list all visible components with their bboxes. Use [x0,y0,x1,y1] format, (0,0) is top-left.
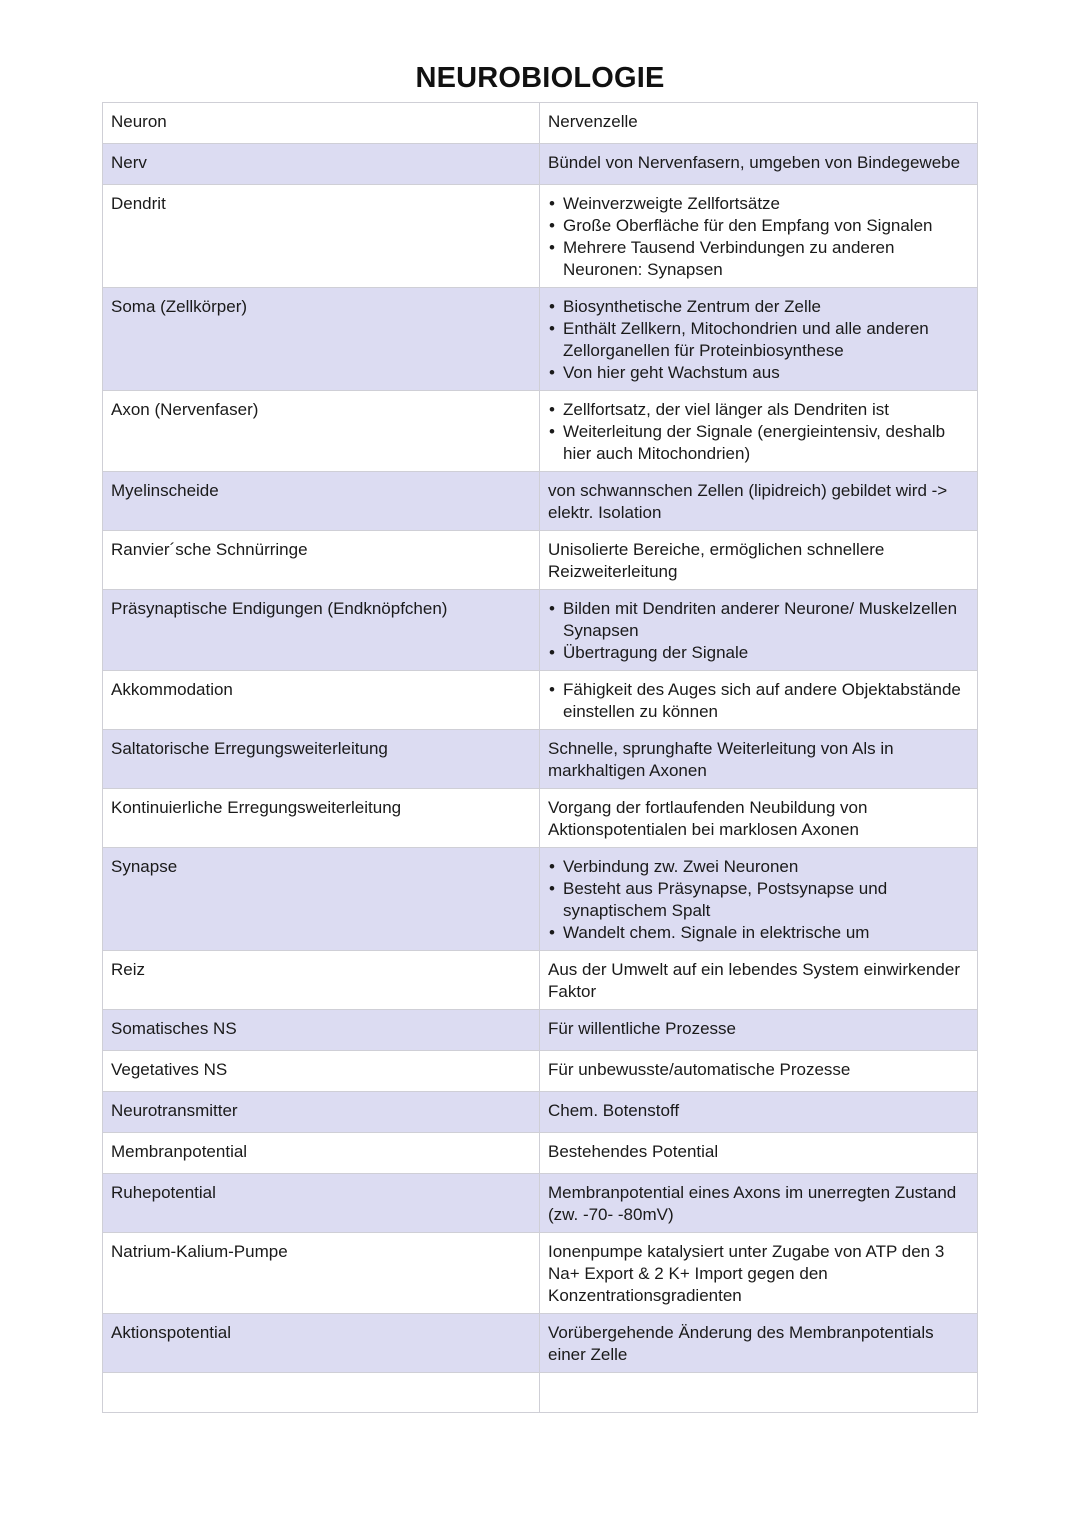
bullet-item: • Große Oberfläche für den Empfang von Signalen [548,215,969,237]
bullet-item: • Zellfortsatz, der viel länger als Dendriten ist [548,399,969,421]
definition-cell: Bündel von Nervenfasern, umgeben von Bindegewebe [540,144,978,185]
table-row [103,185,978,288]
term-cell: Saltatorische Erregungsweiterleitung [103,730,540,789]
bullet-item: • Von hier geht Wachstum aus [548,362,969,384]
table-row [103,531,978,590]
definition-cell: Für willentliche Prozesse [540,1010,978,1051]
definition-cell: von schwannschen Zellen (lipidreich) gebildet wird -> elektr. Isolation [540,472,978,531]
table-row [103,1092,978,1133]
bullet-item: • Biosynthetische Zentrum der Zelle [548,296,969,318]
table-row [103,951,978,1010]
term-cell: Vegetatives NS [103,1051,540,1092]
definition-cell: Bestehendes Potential [540,1133,978,1174]
term-cell: Ranvier´sche Schnürringe [103,531,540,590]
table-row [103,1133,978,1174]
bullet-item: • Bilden mit Dendriten anderer Neurone/ Muskelzellen Synapsen [548,598,969,642]
definition-cell: Membranpotential eines Axons im unerregten Zustand (zw. -70- -80mV) [540,1174,978,1233]
term-cell: Myelinscheide [103,472,540,531]
page-title: NEUROBIOLOGIE [415,62,665,94]
definition-cell: Schnelle, sprunghafte Weiterleitung von Als in markhaltigen Axonen [540,730,978,789]
glossary-table [102,102,978,1413]
bullet-item: • Fähigkeit des Auges sich auf andere Objektabstände einstellen zu können [548,679,969,723]
bullet-item: • Besteht aus Präsynapse, Postsynapse und synaptischem Spalt [548,878,969,922]
table-row [103,144,978,185]
term-cell: Reiz [103,951,540,1010]
term-cell: Soma (Zellkörper) [103,288,540,391]
definition-cell: Chem. Botenstoff [540,1092,978,1133]
definition-cell: Unisolierte Bereiche, ermöglichen schnellere Reizweiterleitung [540,531,978,590]
bullet-list [548,399,969,465]
bullet-list [548,296,969,384]
definition-cell: Ionenpumpe katalysiert unter Zugabe von ATP den 3 Na+ Export & 2 K+ Import gegen den Konzentrationsgradienten [540,1233,978,1314]
definition-cell [540,288,978,391]
definition-cell: Vorübergehende Änderung des Membranpotentials einer Zelle [540,1314,978,1373]
term-cell: Membranpotential [103,1133,540,1174]
table-row [103,1314,978,1373]
term-cell: Aktionspotential [103,1314,540,1373]
term-cell: Kontinuierliche Erregungsweiterleitung [103,789,540,848]
table-row [103,671,978,730]
bullet-item: • Wandelt chem. Signale in elektrische um [548,922,969,944]
bullet-list [548,598,969,664]
definition-cell: Für unbewusste/automatische Prozesse [540,1051,978,1092]
definition-cell [540,185,978,288]
table-row [103,789,978,848]
term-cell: Synapse [103,848,540,951]
term-cell: Neurotransmitter [103,1092,540,1133]
table-row [103,848,978,951]
definition-cell: Nervenzelle [540,103,978,144]
table-row [103,391,978,472]
empty-cell [103,1373,540,1413]
table-row [103,103,978,144]
term-cell: Ruhepotential [103,1174,540,1233]
table-row [103,288,978,391]
table-row [103,1233,978,1314]
bullet-item: • Mehrere Tausend Verbindungen zu anderen Neuronen: Synapsen [548,237,969,281]
term-cell: Akkommodation [103,671,540,730]
table-row [103,1051,978,1092]
bullet-item: • Weinverzweigte Zellfortsätze [548,193,969,215]
term-cell: Präsynaptische Endigungen (Endknöpfchen) [103,590,540,671]
term-cell: Neuron [103,103,540,144]
definition-cell [540,848,978,951]
bullet-list [548,193,969,281]
empty-cell [540,1373,978,1413]
table-row [103,1174,978,1233]
empty-row [103,1373,978,1413]
term-cell: Natrium-Kalium-Pumpe [103,1233,540,1314]
bullet-list [548,679,969,723]
term-cell: Somatisches NS [103,1010,540,1051]
table-row [103,590,978,671]
term-cell: Nerv [103,144,540,185]
table-row [103,1010,978,1051]
definition-cell [540,391,978,472]
definition-cell [540,590,978,671]
table-row [103,730,978,789]
bullet-item: • Übertragung der Signale [548,642,969,664]
term-cell: Dendrit [103,185,540,288]
bullet-item: • Enthält Zellkern, Mitochondrien und alle anderen Zellorganellen für Proteinbiosynthese [548,318,969,362]
term-cell: Axon (Nervenfaser) [103,391,540,472]
definition-cell: Aus der Umwelt auf ein lebendes System einwirkender Faktor [540,951,978,1010]
definition-cell: Vorgang der fortlaufenden Neubildung von Aktionspotentialen bei marklosen Axonen [540,789,978,848]
bullet-item: • Verbindung zw. Zwei Neuronen [548,856,969,878]
bullet-list [548,856,969,944]
definition-cell [540,671,978,730]
bullet-item: • Weiterleitung der Signale (energieintensiv, deshalb hier auch Mitochondrien) [548,421,969,465]
table-row [103,472,978,531]
